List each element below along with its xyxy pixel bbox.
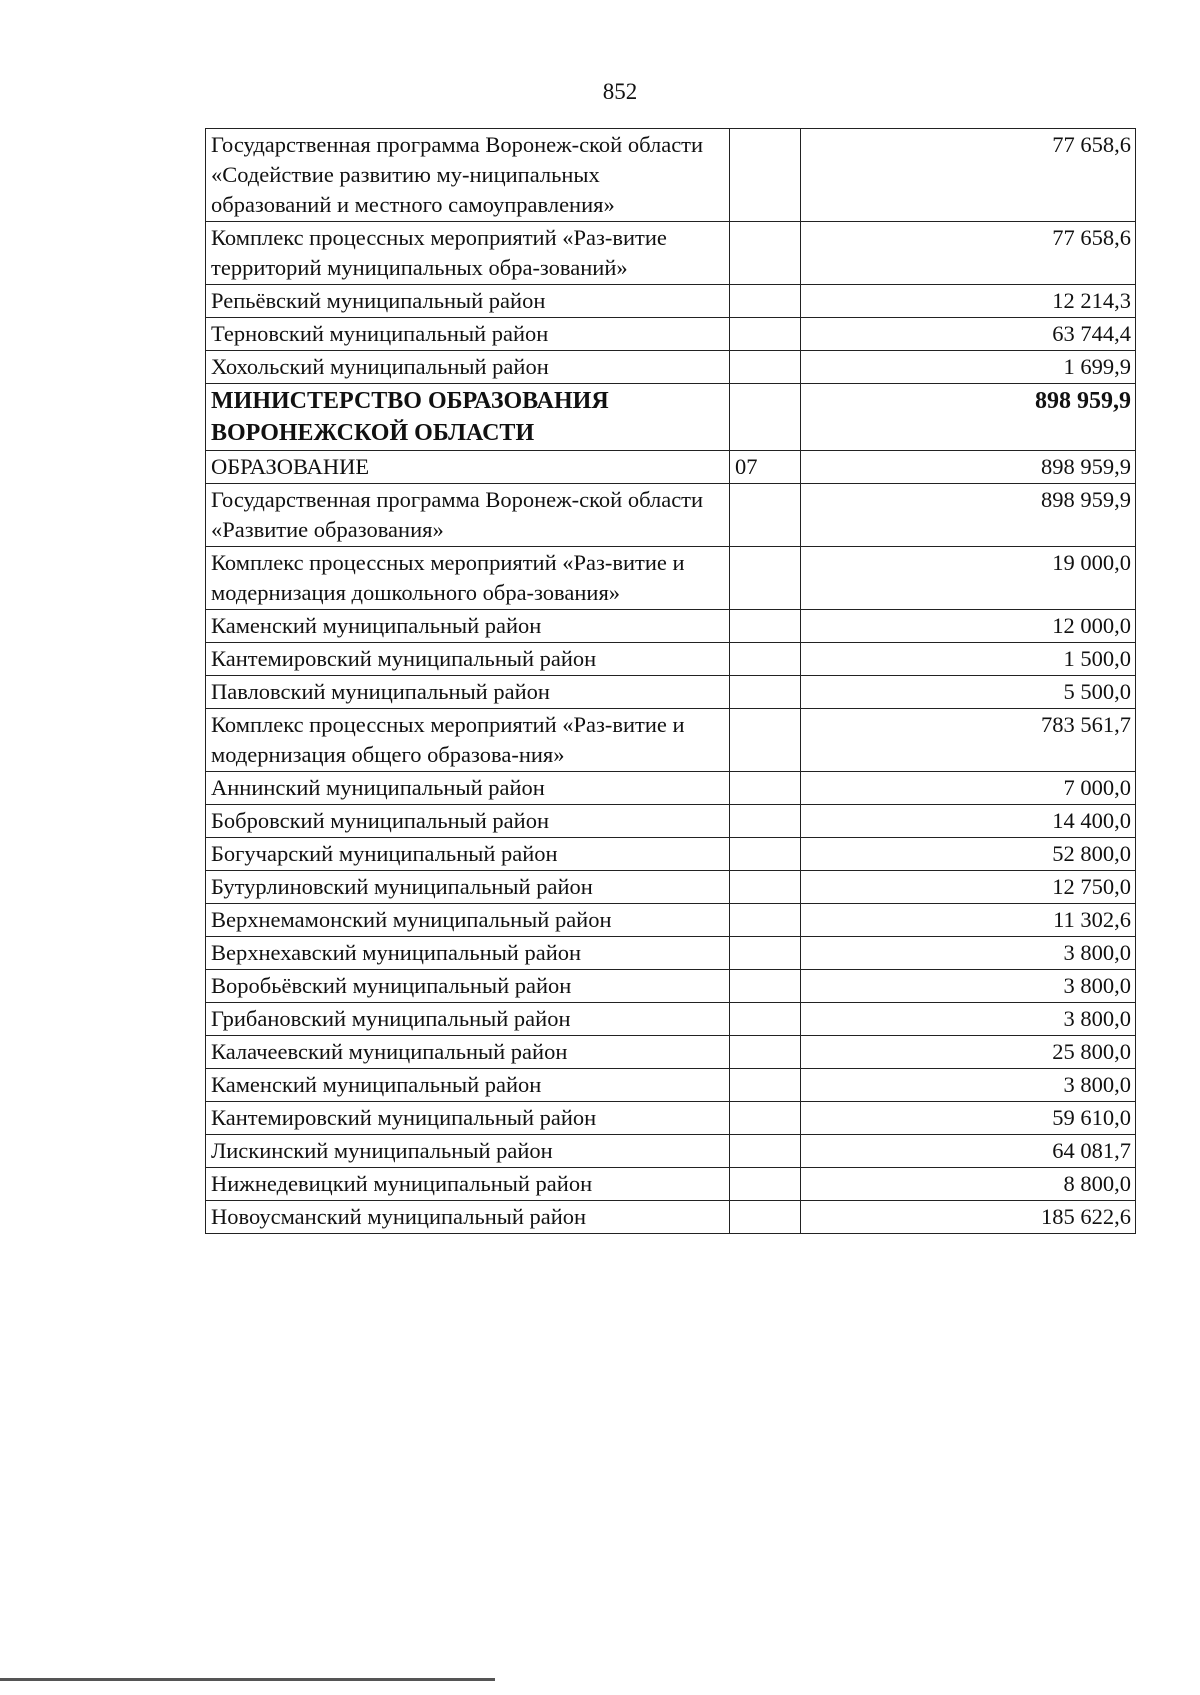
row-section-code-cell <box>730 1069 801 1102</box>
row-section-code-cell <box>730 805 801 838</box>
row-amount-cell: 25 800,0 <box>801 1036 1136 1069</box>
row-amount-cell: 3 800,0 <box>801 937 1136 970</box>
table-row <box>206 451 1136 484</box>
row-name-cell: МИНИСТЕРСТВО ОБРАЗОВАНИЯ ВОРОНЕЖСКОЙ ОБЛАСТИ <box>206 384 730 451</box>
table-row <box>206 904 1136 937</box>
row-amount-cell: 64 081,7 <box>801 1135 1136 1168</box>
row-name-cell: Хохольский муниципальный район <box>206 351 730 384</box>
row-amount-cell: 19 000,0 <box>801 547 1136 610</box>
table-row <box>206 1135 1136 1168</box>
table-row <box>206 1036 1136 1069</box>
row-name-cell: Каменский муниципальный район <box>206 610 730 643</box>
row-name-cell: Грибановский муниципальный район <box>206 1003 730 1036</box>
row-amount-cell: 59 610,0 <box>801 1102 1136 1135</box>
row-name-cell: Павловский муниципальный район <box>206 676 730 709</box>
row-name-cell: Бутурлиновский муниципальный район <box>206 871 730 904</box>
row-section-code-cell <box>730 709 801 772</box>
row-amount-cell: 898 959,9 <box>801 384 1136 451</box>
row-amount-cell: 3 800,0 <box>801 970 1136 1003</box>
row-section-code-cell <box>730 547 801 610</box>
row-name-cell: Комплекс процессных мероприятий «Раз-витие территорий муниципальных обра-зований» <box>206 222 730 285</box>
row-section-code-cell <box>730 643 801 676</box>
row-amount-cell: 77 658,6 <box>801 129 1136 222</box>
row-section-code-cell <box>730 610 801 643</box>
row-name-cell: Комплекс процессных мероприятий «Раз-витие и модернизация общего образова-ния» <box>206 709 730 772</box>
row-name-cell: Кантемировский муниципальный район <box>206 1102 730 1135</box>
table-row <box>206 610 1136 643</box>
row-name-cell: Новоусманский муниципальный район <box>206 1201 730 1234</box>
table-row <box>206 547 1136 610</box>
table-row <box>206 970 1136 1003</box>
row-amount-cell: 5 500,0 <box>801 676 1136 709</box>
table-row <box>206 772 1136 805</box>
table-row <box>206 1102 1136 1135</box>
row-amount-cell: 11 302,6 <box>801 904 1136 937</box>
row-amount-cell: 63 744,4 <box>801 318 1136 351</box>
scan-artifact-line <box>0 1678 495 1681</box>
row-section-code-cell <box>730 384 801 451</box>
table-row <box>206 937 1136 970</box>
row-section-code-cell <box>730 676 801 709</box>
row-section-code-cell <box>730 871 801 904</box>
row-section-code-cell <box>730 904 801 937</box>
row-section-code-cell <box>730 129 801 222</box>
table-row <box>206 709 1136 772</box>
row-name-cell: Государственная программа Воронеж-ской области «Развитие образования» <box>206 484 730 547</box>
row-amount-cell: 12 000,0 <box>801 610 1136 643</box>
row-section-code-cell <box>730 1135 801 1168</box>
row-name-cell: Верхнехавский муниципальный район <box>206 937 730 970</box>
row-name-cell: ОБРАЗОВАНИЕ <box>206 451 730 484</box>
row-name-cell: Нижнедевицкий муниципальный район <box>206 1168 730 1201</box>
table-row <box>206 838 1136 871</box>
row-amount-cell: 898 959,9 <box>801 484 1136 547</box>
row-section-code-cell <box>730 318 801 351</box>
row-name-cell: Государственная программа Воронеж-ской области «Содействие развитию му-ниципальных образований и местного самоуправления» <box>206 129 730 222</box>
row-amount-cell: 7 000,0 <box>801 772 1136 805</box>
row-section-code-cell <box>730 484 801 547</box>
row-amount-cell: 3 800,0 <box>801 1003 1136 1036</box>
table-row <box>206 676 1136 709</box>
row-name-cell: Аннинский муниципальный район <box>206 772 730 805</box>
row-name-cell: Лискинский муниципальный район <box>206 1135 730 1168</box>
row-name-cell: Воробьёвский муниципальный район <box>206 970 730 1003</box>
row-amount-cell: 783 561,7 <box>801 709 1136 772</box>
table-row <box>206 1201 1136 1234</box>
row-amount-cell: 77 658,6 <box>801 222 1136 285</box>
page-number: 852 <box>602 79 638 104</box>
row-name-cell: Верхнемамонский муниципальный район <box>206 904 730 937</box>
row-section-code-cell <box>730 1003 801 1036</box>
row-section-code-cell <box>730 222 801 285</box>
table-row <box>206 351 1136 384</box>
row-amount-cell: 12 214,3 <box>801 285 1136 318</box>
row-section-code-cell <box>730 970 801 1003</box>
row-section-code-cell <box>730 1201 801 1234</box>
row-name-cell: Репьёвский муниципальный район <box>206 285 730 318</box>
row-section-code-cell: 07 <box>730 451 801 484</box>
row-section-code-cell <box>730 1036 801 1069</box>
row-amount-cell: 3 800,0 <box>801 1069 1136 1102</box>
row-section-code-cell <box>730 772 801 805</box>
row-section-code-cell <box>730 285 801 318</box>
row-section-code-cell <box>730 937 801 970</box>
row-name-cell: Кантемировский муниципальный район <box>206 643 730 676</box>
table-row <box>206 222 1136 285</box>
table-row <box>206 285 1136 318</box>
budget-table <box>205 128 1136 1234</box>
row-section-code-cell <box>730 1102 801 1135</box>
row-section-code-cell <box>730 351 801 384</box>
table-row <box>206 484 1136 547</box>
table-body <box>206 129 1136 1234</box>
table-row <box>206 1168 1136 1201</box>
row-name-cell: Терновский муниципальный район <box>206 318 730 351</box>
row-name-cell: Каменский муниципальный район <box>206 1069 730 1102</box>
table-row <box>206 805 1136 838</box>
row-section-code-cell <box>730 1168 801 1201</box>
table-row <box>206 643 1136 676</box>
table-row <box>206 871 1136 904</box>
row-amount-cell: 52 800,0 <box>801 838 1136 871</box>
row-amount-cell: 8 800,0 <box>801 1168 1136 1201</box>
table-row <box>206 1003 1136 1036</box>
row-name-cell: Богучарский муниципальный район <box>206 838 730 871</box>
row-amount-cell: 14 400,0 <box>801 805 1136 838</box>
table-row <box>206 1069 1136 1102</box>
row-amount-cell: 12 750,0 <box>801 871 1136 904</box>
row-section-code-cell <box>730 838 801 871</box>
table-row <box>206 129 1136 222</box>
row-amount-cell: 185 622,6 <box>801 1201 1136 1234</box>
row-amount-cell: 1 699,9 <box>801 351 1136 384</box>
row-amount-cell: 898 959,9 <box>801 451 1136 484</box>
row-name-cell: Комплекс процессных мероприятий «Раз-витие и модернизация дошкольного обра-зования» <box>206 547 730 610</box>
row-amount-cell: 1 500,0 <box>801 643 1136 676</box>
table-row <box>206 384 1136 451</box>
row-name-cell: Калачеевский муниципальный район <box>206 1036 730 1069</box>
table-row <box>206 318 1136 351</box>
row-name-cell: Бобровский муниципальный район <box>206 805 730 838</box>
